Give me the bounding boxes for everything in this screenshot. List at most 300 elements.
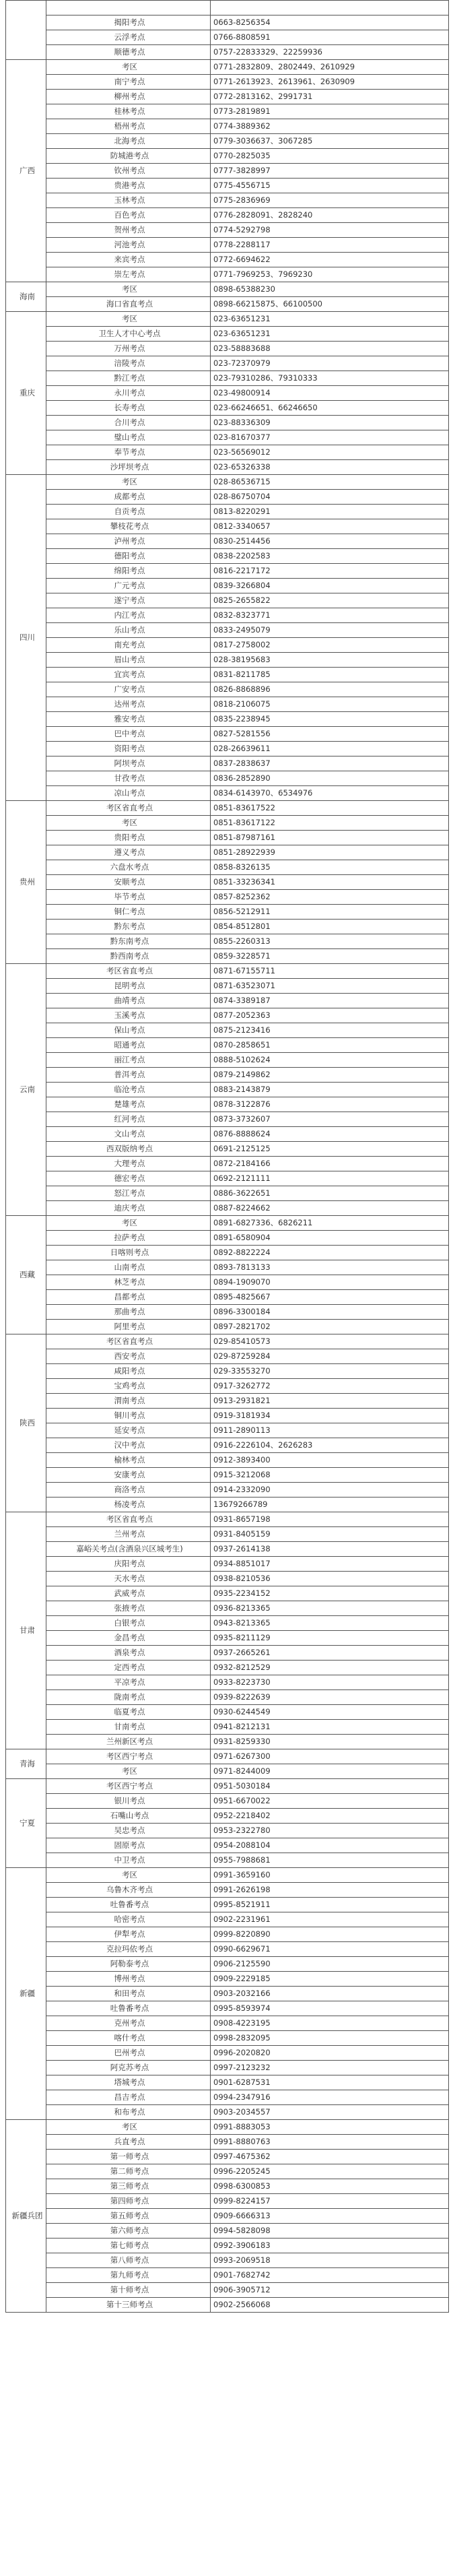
phone-cell: 0913-2931821 [211, 1394, 449, 1409]
exam-site-cell: 桂林考点 [46, 104, 211, 119]
table-row [6, 312, 449, 327]
exam-site-cell: 第五师考点 [46, 2209, 211, 2224]
exam-site-cell: 吐鲁番考点 [46, 1898, 211, 1912]
exam-site-cell: 林芝考点 [46, 1275, 211, 1290]
exam-site-cell: 甘南考点 [46, 1720, 211, 1735]
table-row [6, 2001, 449, 2016]
table-row [6, 30, 449, 45]
table-row [6, 193, 449, 208]
exam-site-cell: 伊犁考点 [46, 1927, 211, 1942]
exam-site-cell: 曲靖考点 [46, 994, 211, 1008]
table-row [6, 1409, 449, 1423]
exam-site-cell: 怒江考点 [46, 1186, 211, 1201]
table-row [6, 2016, 449, 2031]
phone-cell: 0998-6300853 [211, 2179, 449, 2194]
table-row [6, 1838, 449, 1853]
phone-cell: 0911-2890113 [211, 1423, 449, 1438]
table-row [6, 593, 449, 608]
phone-cell: 0817-2758002 [211, 638, 449, 653]
exam-site-cell: 哈密考点 [46, 1912, 211, 1927]
exam-site-cell: 考区西宁考点 [46, 1749, 211, 1764]
exam-site-cell: 固原考点 [46, 1838, 211, 1853]
exam-site-cell: 黔东南考点 [46, 934, 211, 949]
phone-cell: 0952-2218402 [211, 1809, 449, 1824]
exam-site-cell: 第一师考点 [46, 2150, 211, 2164]
exam-site-cell: 杨凌考点 [46, 1498, 211, 1512]
exam-site-cell: 永川考点 [46, 386, 211, 401]
exam-site-cell: 奉节考点 [46, 445, 211, 460]
table-row [6, 282, 449, 297]
phone-cell: 0936-8213365 [211, 1601, 449, 1616]
exam-site-cell: 和布考点 [46, 2105, 211, 2120]
phone-cell: 0896-3300184 [211, 1305, 449, 1320]
phone-cell: 0990-6629671 [211, 1942, 449, 1957]
phone-cell: 0775-4556715 [211, 179, 449, 193]
table-row [6, 1824, 449, 1838]
table-row [6, 1735, 449, 1749]
exam-site-cell: 保山考点 [46, 1023, 211, 1038]
phone-cell: 0859-3228571 [211, 949, 449, 964]
exam-site-cell: 崇左考点 [46, 267, 211, 282]
exam-site-cell: 西安考点 [46, 1349, 211, 1364]
phone-cell: 0888-5102624 [211, 1053, 449, 1068]
table-row [6, 1216, 449, 1231]
table-row [6, 2150, 449, 2164]
phone-cell: 0873-3732607 [211, 1112, 449, 1127]
phone-cell: 0870-2858651 [211, 1038, 449, 1053]
phone-cell: 0816-2217172 [211, 564, 449, 579]
phone-cell: 0887-8224662 [211, 1201, 449, 1216]
exam-site-cell: 临夏考点 [46, 1705, 211, 1720]
exam-site-cell: 雅安考点 [46, 712, 211, 727]
exam-site-cell: 黔东考点 [46, 920, 211, 934]
phone-cell: 0872-2184166 [211, 1157, 449, 1171]
phone-cell: 023-79310286、79310333 [211, 371, 449, 386]
exam-site-cell: 合川考点 [46, 416, 211, 430]
phone-cell: 0851-83617122 [211, 816, 449, 831]
phone-cell: 0941-8212131 [211, 1720, 449, 1735]
exam-site-cell: 普洱考点 [46, 1068, 211, 1083]
phone-cell: 0992-3906183 [211, 2239, 449, 2253]
exam-site-cell: 六盘水考点 [46, 860, 211, 875]
phone-cell: 0871-67155711 [211, 964, 449, 979]
exam-site-cell: 陇南考点 [46, 1690, 211, 1705]
phone-cell: 0832-8323771 [211, 608, 449, 623]
table-row [6, 771, 449, 786]
table-row [6, 1, 449, 15]
phone-cell: 0971-8244009 [211, 1764, 449, 1779]
exam-site-cell: 山南考点 [46, 1260, 211, 1275]
exam-site-cell: 甘孜考点 [46, 771, 211, 786]
exam-site-cell [46, 1, 211, 15]
phone-cell [211, 1, 449, 15]
exam-site-cell: 吴忠考点 [46, 1824, 211, 1838]
table-row [6, 45, 449, 60]
table-row [6, 134, 449, 149]
exam-site-cell: 贺州考点 [46, 223, 211, 238]
table-row [6, 1616, 449, 1631]
exam-site-cell: 银川考点 [46, 1794, 211, 1809]
phone-cell: 0937-2614138 [211, 1542, 449, 1557]
exam-site-cell: 毕节考点 [46, 890, 211, 905]
exam-site-cell: 自贡考点 [46, 505, 211, 519]
table-row [6, 1423, 449, 1438]
phone-cell: 023-88336309 [211, 416, 449, 430]
phone-cell: 0909-2229185 [211, 1972, 449, 1987]
phone-cell: 0855-2260313 [211, 934, 449, 949]
table-row [6, 460, 449, 475]
phone-cell: 0996-2020820 [211, 2046, 449, 2061]
province-cell: 宁夏 [6, 1779, 46, 1868]
phone-cell: 0999-8224157 [211, 2194, 449, 2209]
exam-site-cell: 拉萨考点 [46, 1231, 211, 1246]
exam-site-cell: 资阳考点 [46, 742, 211, 756]
table-row [6, 1557, 449, 1572]
table-row [6, 831, 449, 845]
phone-cell: 0766-8808591 [211, 30, 449, 45]
phone-cell: 0818-2106075 [211, 697, 449, 712]
table-row [6, 401, 449, 416]
table-row [6, 1794, 449, 1809]
table-row [6, 1379, 449, 1394]
phone-cell: 0909-6666313 [211, 2209, 449, 2224]
exam-site-cell: 巴中考点 [46, 727, 211, 742]
table-row [6, 682, 449, 697]
phone-cell: 023-58883688 [211, 342, 449, 356]
exam-site-cell: 吐鲁番考点 [46, 2001, 211, 2016]
exam-site-cell: 考区 [46, 1764, 211, 1779]
phone-cell: 0851-87987161 [211, 831, 449, 845]
exam-site-cell: 迪庆考点 [46, 1201, 211, 1216]
phone-cell: 023-49800914 [211, 386, 449, 401]
exam-site-cell: 白银考点 [46, 1616, 211, 1631]
phone-cell: 0991-2626198 [211, 1883, 449, 1898]
table-row [6, 1438, 449, 1453]
exam-site-cell: 眉山考点 [46, 653, 211, 668]
exam-site-cell: 丽江考点 [46, 1053, 211, 1068]
phone-cell: 0886-3622651 [211, 1186, 449, 1201]
phone-cell: 0830-2514456 [211, 534, 449, 549]
exam-site-cell: 考区 [46, 60, 211, 75]
exam-site-cell: 百色考点 [46, 208, 211, 223]
table-row [6, 75, 449, 90]
phone-cell: 0856-5212911 [211, 905, 449, 920]
phone-cell: 0993-2069518 [211, 2253, 449, 2268]
phone-cell: 0834-6143970、6534976 [211, 786, 449, 801]
exam-site-cell: 阿坝考点 [46, 756, 211, 771]
table-row [6, 90, 449, 104]
table-row [6, 845, 449, 860]
table-row [6, 238, 449, 253]
table-row [6, 2061, 449, 2075]
exam-site-cell: 黔西南考点 [46, 949, 211, 964]
phone-cell: 0891-6827336、6826211 [211, 1216, 449, 1231]
phone-cell: 13679266789 [211, 1498, 449, 1512]
table-row [6, 979, 449, 994]
phone-cell: 0835-2238945 [211, 712, 449, 727]
phone-cell: 0955-7988681 [211, 1853, 449, 1868]
exam-site-cell: 考区 [46, 312, 211, 327]
phone-cell: 0933-8223730 [211, 1675, 449, 1690]
table-row [6, 1512, 449, 1527]
phone-cell: 0998-2832095 [211, 2031, 449, 2046]
phone-cell: 0893-7813133 [211, 1260, 449, 1275]
table-row [6, 1097, 449, 1112]
phone-cell: 0771-2832809、2802449、2610929 [211, 60, 449, 75]
phone-cell: 0906-2125590 [211, 1957, 449, 1972]
exam-site-cell: 考区 [46, 1868, 211, 1883]
table-row [6, 1334, 449, 1349]
exam-site-cell: 昌吉考点 [46, 2090, 211, 2105]
table-row [6, 1957, 449, 1972]
phone-cell: 0774-3889362 [211, 119, 449, 134]
phone-cell: 0991-8880763 [211, 2135, 449, 2150]
exam-site-cell: 临沧考点 [46, 1083, 211, 1097]
province-cell: 青海 [6, 1749, 46, 1779]
province-cell: 贵州 [6, 801, 46, 964]
table-row [6, 1572, 449, 1586]
province-cell: 新疆 [6, 1868, 46, 2120]
table-row [6, 2224, 449, 2239]
exam-site-cell: 第二师考点 [46, 2164, 211, 2179]
phone-cell: 0777-3828997 [211, 164, 449, 179]
phone-cell: 0772-6694622 [211, 253, 449, 267]
phone-cell: 0931-8405159 [211, 1527, 449, 1542]
table-row [6, 1868, 449, 1883]
exam-site-cell: 遂宁考点 [46, 593, 211, 608]
exam-site-cell: 中卫考点 [46, 1853, 211, 1868]
table-row [6, 2253, 449, 2268]
exam-site-cell: 玉溪考点 [46, 1008, 211, 1023]
exam-site-cell: 汉中考点 [46, 1438, 211, 1453]
exam-site-cell: 克拉玛依考点 [46, 1942, 211, 1957]
phone-cell: 029-87259284 [211, 1349, 449, 1364]
exam-site-cell: 和田考点 [46, 1987, 211, 2001]
table-row [6, 564, 449, 579]
table-row [6, 1008, 449, 1023]
phone-cell: 0906-3905712 [211, 2283, 449, 2298]
table-row [6, 1661, 449, 1675]
exam-site-cell: 日喀则考点 [46, 1246, 211, 1260]
table-row [6, 1972, 449, 1987]
exam-site-cell: 西双版纳考点 [46, 1142, 211, 1157]
table-row [6, 1320, 449, 1334]
exam-site-cell: 兰州考点 [46, 1527, 211, 1542]
phone-cell: 0812-3340657 [211, 519, 449, 534]
exam-site-cell: 考区省直考点 [46, 964, 211, 979]
table-row [6, 327, 449, 342]
province-cell: 广西 [6, 60, 46, 282]
table-row [6, 816, 449, 831]
phone-cell: 0779-3036637、3067285 [211, 134, 449, 149]
exam-site-cell: 考区省直考点 [46, 1512, 211, 1527]
phone-cell: 0776-2828091、2828240 [211, 208, 449, 223]
exam-site-cell: 考区 [46, 475, 211, 490]
phone-cell: 0770-2825035 [211, 149, 449, 164]
phone-cell: 0997-4675362 [211, 2150, 449, 2164]
phone-cell: 0825-2655822 [211, 593, 449, 608]
exam-site-cell: 来宾考点 [46, 253, 211, 267]
exam-site-cell: 内江考点 [46, 608, 211, 623]
table-row [6, 15, 449, 30]
phone-cell: 0919-3181934 [211, 1409, 449, 1423]
table-row [6, 2075, 449, 2090]
phone-cell: 0997-2123232 [211, 2061, 449, 2075]
exam-site-cell: 阿克苏考点 [46, 2061, 211, 2075]
exam-site-cell: 考区省直考点 [46, 801, 211, 816]
table-row [6, 2164, 449, 2179]
province-cell: 四川 [6, 475, 46, 801]
exam-site-cell: 泸州考点 [46, 534, 211, 549]
exam-site-cell: 黔江考点 [46, 371, 211, 386]
table-row [6, 1038, 449, 1053]
exam-site-cell: 卫生人才中心考点 [46, 327, 211, 342]
exam-site-cell: 安顺考点 [46, 875, 211, 890]
table-row [6, 208, 449, 223]
exam-site-cell: 德阳考点 [46, 549, 211, 564]
exam-site-cell: 昭通考点 [46, 1038, 211, 1053]
phone-cell: 0879-2149862 [211, 1068, 449, 1083]
phone-cell: 0831-8211785 [211, 668, 449, 682]
phone-cell: 0902-2231961 [211, 1912, 449, 1927]
phone-cell: 0775-2836969 [211, 193, 449, 208]
exam-site-cell: 宝鸡考点 [46, 1379, 211, 1394]
exam-site-cell: 涪陵考点 [46, 356, 211, 371]
phone-cell: 0996-2205245 [211, 2164, 449, 2179]
table-row [6, 1675, 449, 1690]
exam-site-cell: 柳州考点 [46, 90, 211, 104]
table-row [6, 860, 449, 875]
table-row [6, 104, 449, 119]
exam-site-cell: 铜仁考点 [46, 905, 211, 920]
exam-site-cell: 德宏考点 [46, 1171, 211, 1186]
exam-site-cell: 防城港考点 [46, 149, 211, 164]
phone-cell: 0994-5828098 [211, 2224, 449, 2239]
phone-cell: 0898-65388230 [211, 282, 449, 297]
phone-cell: 0771-2613923、2613961、2630909 [211, 75, 449, 90]
table-row [6, 119, 449, 134]
table-row [6, 1883, 449, 1898]
exam-site-cell: 南宁考点 [46, 75, 211, 90]
phone-cell: 0931-8657198 [211, 1512, 449, 1527]
phone-cell: 0971-6267300 [211, 1749, 449, 1764]
phone-cell: 0914-2332090 [211, 1483, 449, 1498]
exam-site-cell: 揭阳考点 [46, 15, 211, 30]
phone-cell: 0937-2665261 [211, 1646, 449, 1661]
exam-site-cell: 第六师考点 [46, 2224, 211, 2239]
table-row [6, 608, 449, 623]
phone-cell: 0916-2226104、2626283 [211, 1438, 449, 1453]
exam-site-cell: 乐山考点 [46, 623, 211, 638]
table-row [6, 2209, 449, 2224]
phone-cell: 0995-8521911 [211, 1898, 449, 1912]
exam-site-cell: 凉山考点 [46, 786, 211, 801]
table-row [6, 2179, 449, 2194]
table-row [6, 653, 449, 668]
table-row [6, 1720, 449, 1735]
table-row [6, 1942, 449, 1957]
exam-site-cell: 武威考点 [46, 1586, 211, 1601]
exam-site-cell: 嘉峪关考点(含酒泉兴区城考生) [46, 1542, 211, 1557]
exam-site-cell: 攀枝花考点 [46, 519, 211, 534]
exam-site-cell: 广元考点 [46, 579, 211, 593]
table-row [6, 1053, 449, 1068]
table-row [6, 1601, 449, 1616]
exam-site-cell: 第十三师考点 [46, 2298, 211, 2313]
province-cell: 重庆 [6, 312, 46, 475]
phone-cell: 0898-66215875、66100500 [211, 297, 449, 312]
exam-site-cell: 达州考点 [46, 697, 211, 712]
table-row [6, 905, 449, 920]
table-row [6, 1453, 449, 1468]
exam-site-cell: 考区 [46, 1216, 211, 1231]
table-row [6, 2283, 449, 2298]
table-row [6, 2031, 449, 2046]
phone-cell: 0891-6580904 [211, 1231, 449, 1246]
table-row [6, 1246, 449, 1260]
phone-cell: 0897-2821702 [211, 1320, 449, 1334]
exam-site-cell: 第八师考点 [46, 2253, 211, 2268]
exam-site-cell: 贵阳考点 [46, 831, 211, 845]
table-row [6, 1290, 449, 1305]
phone-cell: 0953-2322780 [211, 1824, 449, 1838]
exam-site-cell: 考区省直考点 [46, 1334, 211, 1349]
exam-site-cell: 考区 [46, 816, 211, 831]
phone-cell: 0874-3389187 [211, 994, 449, 1008]
table-row [6, 2090, 449, 2105]
table-row [6, 1127, 449, 1142]
exam-site-cell: 河池考点 [46, 238, 211, 253]
table-row [6, 1364, 449, 1379]
phone-cell: 0691-2125125 [211, 1142, 449, 1157]
province-cell: 海南 [6, 282, 46, 312]
table-row [6, 920, 449, 934]
exam-site-cell: 文山考点 [46, 1127, 211, 1142]
table-row [6, 1186, 449, 1201]
table-row [6, 179, 449, 193]
table-row [6, 1912, 449, 1927]
exam-site-cell: 贵港考点 [46, 179, 211, 193]
phone-cell: 029-33553270 [211, 1364, 449, 1379]
table-row [6, 445, 449, 460]
phone-cell: 0813-8220291 [211, 505, 449, 519]
table-row [6, 253, 449, 267]
table-row [6, 756, 449, 771]
exam-site-cell: 铜川考点 [46, 1409, 211, 1423]
table-row [6, 356, 449, 371]
phone-cell: 0757-22833329、22259936 [211, 45, 449, 60]
table-row [6, 519, 449, 534]
phone-cell: 0930-6244549 [211, 1705, 449, 1720]
exam-site-cell: 博州考点 [46, 1972, 211, 1987]
phone-cell: 0902-2566068 [211, 2298, 449, 2313]
province-cell [6, 1, 46, 60]
phone-cell: 023-72370979 [211, 356, 449, 371]
phone-cell: 0851-28922939 [211, 845, 449, 860]
exam-site-cell: 金昌考点 [46, 1631, 211, 1646]
table-row [6, 949, 449, 964]
table-row [6, 1690, 449, 1705]
table-row [6, 1083, 449, 1097]
table-row [6, 1142, 449, 1157]
phone-cell: 029-85410573 [211, 1334, 449, 1349]
province-cell: 西藏 [6, 1216, 46, 1334]
exam-site-cell: 第九师考点 [46, 2268, 211, 2283]
table-row [6, 1112, 449, 1127]
exam-site-cell: 克州考点 [46, 2016, 211, 2031]
phone-cell: 0935-2234152 [211, 1586, 449, 1601]
exam-site-cell: 延安考点 [46, 1423, 211, 1438]
